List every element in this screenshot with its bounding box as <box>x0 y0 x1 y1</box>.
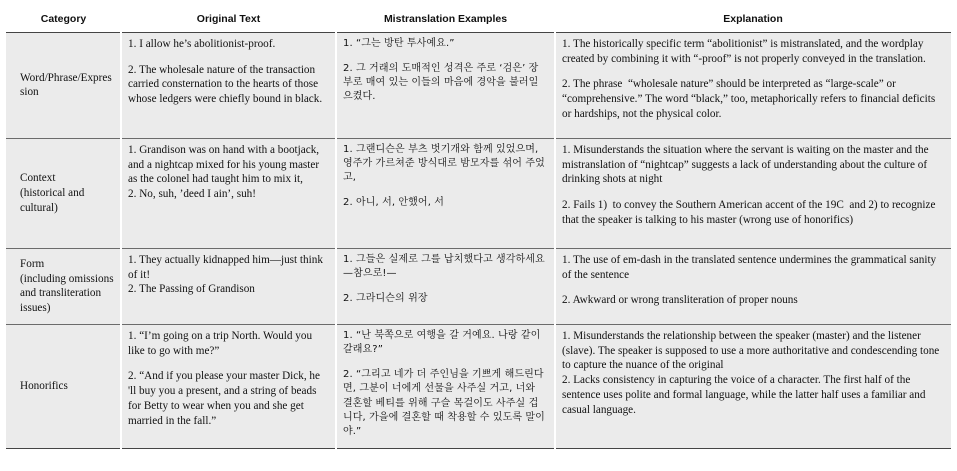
category-cell <box>6 32 121 138</box>
mistranslation-item: 1. 그랜디슨은 부츠 벗기개와 함께 있었으며, 영주가 가르쳐준 방식대로 밤모자를 섞어 주었고, <box>343 143 545 184</box>
table-body <box>6 32 951 448</box>
mistranslation-item: 2. “그리고 네가 더 주인님을 기쁘게 해드린다면, 그분이 너에게 선물을 사주실 거고, 너와 결혼할 베티를 위해 구슬 목걸이도 사주실 겁니다, 가을에 결혼할 때 착용할 수 있도록 말이야.” <box>343 369 545 437</box>
table-row <box>6 32 951 138</box>
explanation-cell <box>555 32 951 138</box>
table-header <box>6 8 951 32</box>
header-explanation: Explanation <box>555 8 951 32</box>
mistranslation-cell <box>336 32 555 138</box>
original-text-item: 2. The wholesale nature of the transaction carried consternation to the hearts of those whose ledgers were chiefly bound in black. <box>128 63 323 106</box>
category-cell <box>6 248 121 324</box>
original-text-cell <box>121 138 336 248</box>
explanation-item: 2. Awkward or wrong transliteration of proper nouns <box>562 294 798 307</box>
mistranslation-cell <box>336 248 555 324</box>
header-category: Category <box>6 8 121 32</box>
explanation-item: 1. The historically specific term “abolitionist” is mistranslated, and the wordplay created by combining it with “-proof” is not properly conveyed in the translation. <box>562 37 927 65</box>
explanation-item: 1. Misunderstands the relationship between the speaker (master) and the listener (slave). The speaker is supposed to use a more authoritative and condescending tone to capture the nuance of the original 2. Lacks consistency in capturing the voice of a character. The first half of the sentence uses polite and formal language, while the latter half uses a familiar and casual language. <box>562 329 940 416</box>
explanation-item: 2. Fails 1) to convey the Southern American accent of the 19C and 2) to recognize that the speaker is talking to his master (wrong use of honorifics) <box>562 199 939 226</box>
original-text-cell <box>121 248 336 324</box>
table-row <box>6 138 951 248</box>
mistranslation-table <box>6 8 951 449</box>
original-text-item: 1. They actually kidnapped him—just think of it! 2. The Passing of Grandison <box>128 253 323 296</box>
category-cell <box>6 138 121 248</box>
mistranslation-item: 1. 그들은 실제로 그를 납치했다고 생각하세요—참으로!— <box>343 253 545 280</box>
table-row <box>6 248 951 324</box>
header-mistranslation-examples: Mistranslation Examples <box>336 8 555 32</box>
original-text-cell <box>121 324 336 448</box>
header-original-text: Original Text <box>121 8 336 32</box>
mistranslation-cell <box>336 324 555 448</box>
mistranslation-item: 2. 그 거래의 도매적인 성격은 주로 ‘검은’ 장부로 매여 있는 이들의 마음에 경악을 불러일으켰다. <box>343 63 539 103</box>
category-label: Context (historical and cultural) <box>20 172 85 214</box>
mistranslation-item: 1. “그는 방탄 투사예요.” <box>343 37 455 49</box>
mistranslation-item: 1. “난 북쪽으로 여행을 갈 거예요. 나랑 같이 갈래요?” <box>343 329 544 356</box>
explanation-cell <box>555 248 951 324</box>
category-label: Word/Phrase/Expres sion <box>20 71 112 99</box>
explanation-item: 1. The use of em-dash in the translated sentence undermines the grammatical sanity of the sentence <box>562 253 939 281</box>
mistranslation-cell <box>336 138 555 248</box>
explanation-cell <box>555 138 951 248</box>
explanation-item: 2. The phrase “wholesale nature” should be interpreted as “large-scale” or “comprehensive.” The word “black,” too, metaphorically refers to financial deficits or hardships, not the physical color. <box>562 78 938 120</box>
category-label: Honorifics <box>20 379 68 392</box>
original-text-cell <box>121 32 336 138</box>
table-row <box>6 324 951 448</box>
header-row <box>6 8 951 32</box>
category-cell <box>6 324 121 448</box>
original-text-item: 1. Grandison was on hand with a bootjack, and a nightcap mixed for his young master as the colonel had taught him to mix it, 2. No, suh, ’deed I ain’, suh! <box>128 143 320 201</box>
original-text-item: 1. “I’m going on a trip North. Would you like to go with me?” <box>128 329 315 357</box>
explanation-item: 1. Misunderstands the situation where the servant is waiting on the master and the mistranslation of “nightcap” suggests a lack of understanding about the culture of drinking shots at night <box>562 143 932 186</box>
mistranslation-item: 2. 아니, 서, 안했어, 서 <box>343 197 445 209</box>
original-text-item: 1. I allow he’s abolitionist-proof. <box>128 37 276 50</box>
explanation-cell <box>555 324 951 448</box>
mistranslation-item: 2. 그라디슨의 위장 <box>343 293 428 305</box>
category-label: Form (including omissions and transliteration issues) <box>20 257 114 315</box>
original-text-item: 2. “And if you please your master Dick, he 'll buy you a present, and a string of beads for Betty to wear when you and she get married in the fall.” <box>128 370 323 427</box>
